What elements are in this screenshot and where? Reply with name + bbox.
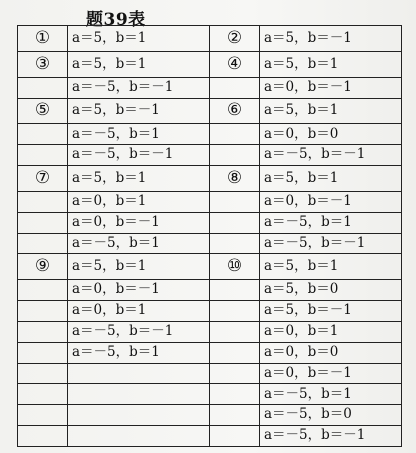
table-row (18, 124, 402, 145)
case-number-cell (18, 233, 68, 254)
value-cell: a＝5，b＝－1 (260, 26, 402, 52)
value-cell: a＝0，b＝－1 (68, 280, 210, 301)
value-cell: a＝5，b＝0 (260, 280, 402, 301)
table-row (18, 77, 402, 98)
table-row (18, 98, 402, 124)
table-row (18, 233, 402, 254)
case-number-cell (18, 321, 68, 342)
value-cell: a＝－5，b＝－1 (260, 145, 402, 166)
value-cell: a＝0，b＝1 (68, 301, 210, 322)
case-number-cell (210, 77, 260, 98)
case-number-cell (18, 145, 68, 166)
value-cell: a＝－5，b＝－1 (68, 145, 210, 166)
table-row (18, 342, 402, 363)
case-number-cell: ① (18, 26, 68, 52)
value-cell: a＝5，b＝1 (260, 98, 402, 124)
value-cell (68, 363, 210, 384)
value-cell: a＝0，b＝－1 (260, 363, 402, 384)
table-row (18, 51, 402, 77)
value-cell: a＝0，b＝0 (260, 124, 402, 145)
table-row (18, 405, 402, 426)
table-row (18, 363, 402, 384)
table-row (18, 191, 402, 212)
case-number-cell (18, 384, 68, 405)
case-number-cell: ⑥ (210, 98, 260, 124)
table-row (18, 145, 402, 166)
case-number-cell (18, 280, 68, 301)
value-cell: a＝－5，b＝1 (260, 384, 402, 405)
value-cell: a＝－5，b＝－1 (260, 233, 402, 254)
case-number-cell (18, 405, 68, 426)
value-cell: a＝－5，b＝－1 (68, 321, 210, 342)
value-cell: a＝－5，b＝1 (68, 233, 210, 254)
case-number-cell (18, 301, 68, 322)
case-number-cell (210, 342, 260, 363)
value-cell: a＝0，b＝1 (260, 321, 402, 342)
case-number-cell (210, 145, 260, 166)
case-number-cell: ⑦ (18, 166, 68, 192)
case-number-cell (18, 426, 68, 447)
case-number-cell: ⑩ (210, 254, 260, 280)
case-number-cell (18, 342, 68, 363)
value-cell: a＝5，b＝－1 (68, 98, 210, 124)
case-number-cell (210, 124, 260, 145)
case-number-cell (210, 280, 260, 301)
value-cell: a＝－5，b＝0 (260, 405, 402, 426)
value-cell: a＝－5，b＝1 (68, 342, 210, 363)
value-cell: a＝5，b＝1 (260, 166, 402, 192)
value-cell: a＝5，b＝1 (68, 51, 210, 77)
table-row (18, 384, 402, 405)
table-row (18, 280, 402, 301)
value-cell: a＝0，b＝－1 (260, 191, 402, 212)
data-table (17, 25, 402, 447)
value-cell: a＝0，b＝－1 (260, 77, 402, 98)
value-cell: a＝5，b＝1 (68, 26, 210, 52)
value-cell: a＝5，b＝－1 (260, 301, 402, 322)
case-number-cell (210, 405, 260, 426)
table-row (18, 166, 402, 192)
case-number-cell (18, 124, 68, 145)
case-number-cell (210, 363, 260, 384)
table-row (18, 26, 402, 52)
value-cell: a＝0，b＝1 (68, 191, 210, 212)
value-cell: a＝－5，b＝1 (68, 124, 210, 145)
case-number-cell (210, 426, 260, 447)
value-cell: a＝5，b＝1 (68, 254, 210, 280)
value-cell: a＝5，b＝1 (260, 51, 402, 77)
case-number-cell (210, 212, 260, 233)
case-number-cell: ⑤ (18, 98, 68, 124)
value-cell: a＝0，b＝－1 (68, 212, 210, 233)
value-cell (68, 405, 210, 426)
case-number-cell: ③ (18, 51, 68, 77)
case-number-cell (18, 363, 68, 384)
case-number-cell: ⑧ (210, 166, 260, 192)
case-number-cell (18, 191, 68, 212)
value-cell: a＝0，b＝0 (260, 342, 402, 363)
table-row (18, 212, 402, 233)
table-row (18, 254, 402, 280)
value-cell (68, 426, 210, 447)
case-number-cell (18, 212, 68, 233)
case-number-cell: ② (210, 26, 260, 52)
value-cell: a＝－5，b＝－1 (68, 77, 210, 98)
table-row (18, 301, 402, 322)
table-body (18, 26, 402, 447)
table-title: 题39表 (86, 10, 146, 30)
case-number-cell (210, 301, 260, 322)
value-cell (68, 384, 210, 405)
case-number-cell: ⑨ (18, 254, 68, 280)
case-number-cell (210, 321, 260, 342)
table-row (18, 321, 402, 342)
case-number-cell (18, 77, 68, 98)
table-row (18, 426, 402, 447)
value-cell: a＝－5，b＝1 (260, 212, 402, 233)
case-number-cell (210, 233, 260, 254)
case-number-cell (210, 191, 260, 212)
value-cell: a＝－5，b＝－1 (260, 426, 402, 447)
value-cell: a＝5，b＝1 (68, 166, 210, 192)
case-number-cell: ④ (210, 51, 260, 77)
value-cell: a＝5，b＝1 (260, 254, 402, 280)
case-number-cell (210, 384, 260, 405)
